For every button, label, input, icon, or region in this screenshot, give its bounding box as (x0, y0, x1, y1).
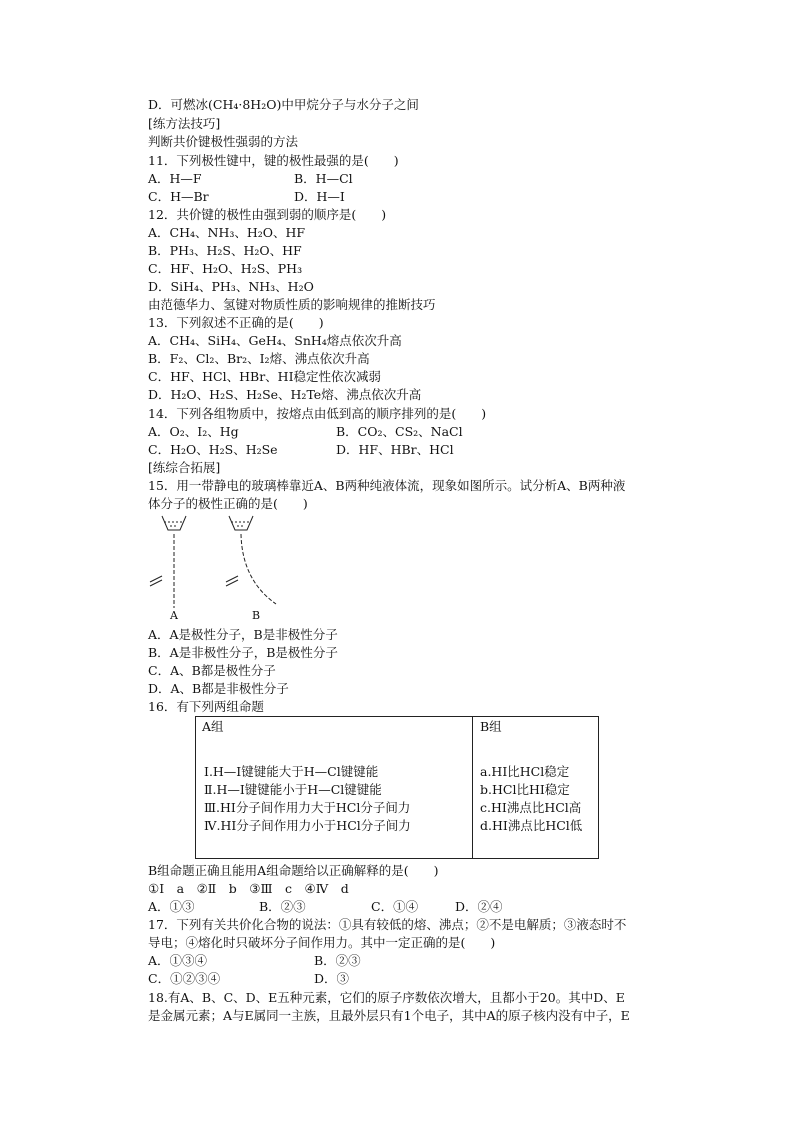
q12-option-a: A．CH₄、NH₃、H₂O、HF (148, 225, 306, 240)
method-heading-forces: 由范德华力、氢键对物质性质的影响规律的推断技巧 (148, 297, 436, 312)
group-b-item-2: b.HCl比HI稳定 (480, 782, 570, 797)
q11-option-c: C．H—Br (148, 189, 209, 204)
q11-option-b: B．H—Cl (294, 171, 353, 186)
q16-option-d: D．②④ (455, 899, 503, 914)
group-b-item-3: c.HI沸点比HCl高 (480, 800, 582, 815)
group-b-item-1: a.HI比HCl稳定 (480, 764, 570, 779)
glass-rod-b (226, 576, 238, 586)
q12-option-d: D．SiH₄、PH₃、NH₃、H₂O (148, 279, 314, 294)
q17-stem-line2: 导电；④熔化时只破坏分子间作用力。其中一定正确的是( ) (148, 935, 496, 950)
q11-option-a: A．H—F (148, 171, 202, 186)
q13-option-d: D．H₂O、H₂S、H₂Se、H₂Te熔、沸点依次升高 (148, 387, 422, 402)
q13-option-a: A．CH₄、SiH₄、GeH₄、SnH₄熔点依次升高 (148, 333, 402, 348)
q14-option-c: C．H₂O、H₂S、H₂Se (148, 442, 278, 457)
q14-option-a: A．O₂、I₂、Hg (148, 424, 239, 439)
q15-stem-line2: 体分子的极性正确的是( ) (148, 496, 308, 511)
q13-option-c: C．HF、HCl、HBr、HI稳定性依次减弱 (148, 369, 382, 384)
q18-line2: 是金属元素；A与E属同一主族，且最外层只有1个电子，其中A的原子核内没有中子，E (148, 1008, 630, 1023)
q17-option-c: C．①②③④ (148, 971, 221, 986)
table-header-a: A组 (202, 719, 224, 734)
section-title-synthesis: [练综合拓展] (148, 460, 221, 475)
q16-option-a: A．①③ (148, 899, 195, 914)
q14-stem: 14．下列各组物质中，按熔点由低到高的顺序排列的是( ) (148, 406, 487, 421)
table-divider (472, 717, 473, 858)
q15-option-d: D．A、B都是非极性分子 (148, 681, 289, 696)
glass-rod-a (150, 576, 162, 586)
group-a-item-3: Ⅲ.HI分子间作用力大于HCl分子间力 (204, 800, 411, 815)
q10-option-d: D．可燃冰(CH₄·8H₂O)中甲烷分子与水分子之间 (148, 97, 419, 112)
q17-option-a: A．①③④ (148, 953, 208, 968)
q11-stem: 11．下列极性键中，键的极性最强的是( ) (148, 153, 399, 168)
q16-option-c: C．①④ (371, 899, 419, 914)
funnel-b (229, 516, 253, 530)
q15-stem-line1: 15．用一带静电的玻璃棒靠近A、B两种纯液体流，现象如图所示。试分析A、B两种液 (148, 478, 626, 493)
q16-question: B组命题正确且能用A组命题给以正确解释的是( ) (148, 863, 439, 878)
q14-option-b: B．CO₂、CS₂、NaCl (336, 424, 463, 439)
group-a-item-2: Ⅱ.H—I键键能小于H—Cl键键能 (204, 782, 382, 797)
proposition-table (195, 716, 599, 859)
table-header-b: B组 (480, 719, 502, 734)
q12-stem: 12．共价键的极性由强到弱的顺序是( ) (148, 207, 387, 222)
q16-option-b: B．②③ (259, 899, 306, 914)
method-heading-polarity: 判断共价键极性强弱的方法 (148, 134, 299, 149)
q15-option-b: B．A是非极性分子，B是极性分子 (148, 645, 338, 660)
q16-stem: 16．有下列两组命题 (148, 699, 264, 714)
q17-option-d: D．③ (314, 971, 350, 986)
funnel-a (162, 516, 186, 530)
q13-stem: 13．下列叙述不正确的是( ) (148, 315, 324, 330)
q16-pairs: ①Ⅰ a ②Ⅱ b ③Ⅲ c ④Ⅳ d (148, 881, 349, 896)
liquid-stream-figure (140, 512, 300, 624)
q11-option-d: D．H—I (294, 189, 345, 204)
group-b-item-4: d.HI沸点比HCl低 (480, 818, 583, 833)
q12-option-b: B．PH₃、H₂S、H₂O、HF (148, 243, 302, 258)
q12-option-c: C．HF、H₂O、H₂S、PH₃ (148, 261, 303, 276)
figure-label-b: B (252, 609, 261, 622)
q17-option-b: B．②③ (314, 953, 361, 968)
q17-stem-line1: 17．下列有关共价化合物的说法：①具有较低的熔、沸点；②不是电解质；③液态时不 (148, 917, 627, 932)
group-a-item-1: Ⅰ.H—I键键能大于H—Cl键键能 (204, 764, 379, 779)
q18-line1: 18.有A、B、C、D、E五种元素，它们的原子序数依次增大，且都小于20。其中D、E (148, 990, 625, 1005)
q15-option-c: C．A、B都是极性分子 (148, 663, 276, 678)
figure-label-a: A (170, 609, 178, 622)
q13-option-b: B．F₂、Cl₂、Br₂、I₂熔、沸点依次升高 (148, 351, 370, 366)
q15-option-a: A．A是极性分子，B是非极性分子 (148, 627, 338, 642)
group-a-item-4: Ⅳ.HI分子间作用力小于HCl分子间力 (204, 818, 411, 833)
section-title-methods: [练方法技巧] (148, 116, 221, 131)
stream-b (241, 534, 276, 604)
q14-option-d: D．HF、HBr、HCl (336, 442, 454, 457)
